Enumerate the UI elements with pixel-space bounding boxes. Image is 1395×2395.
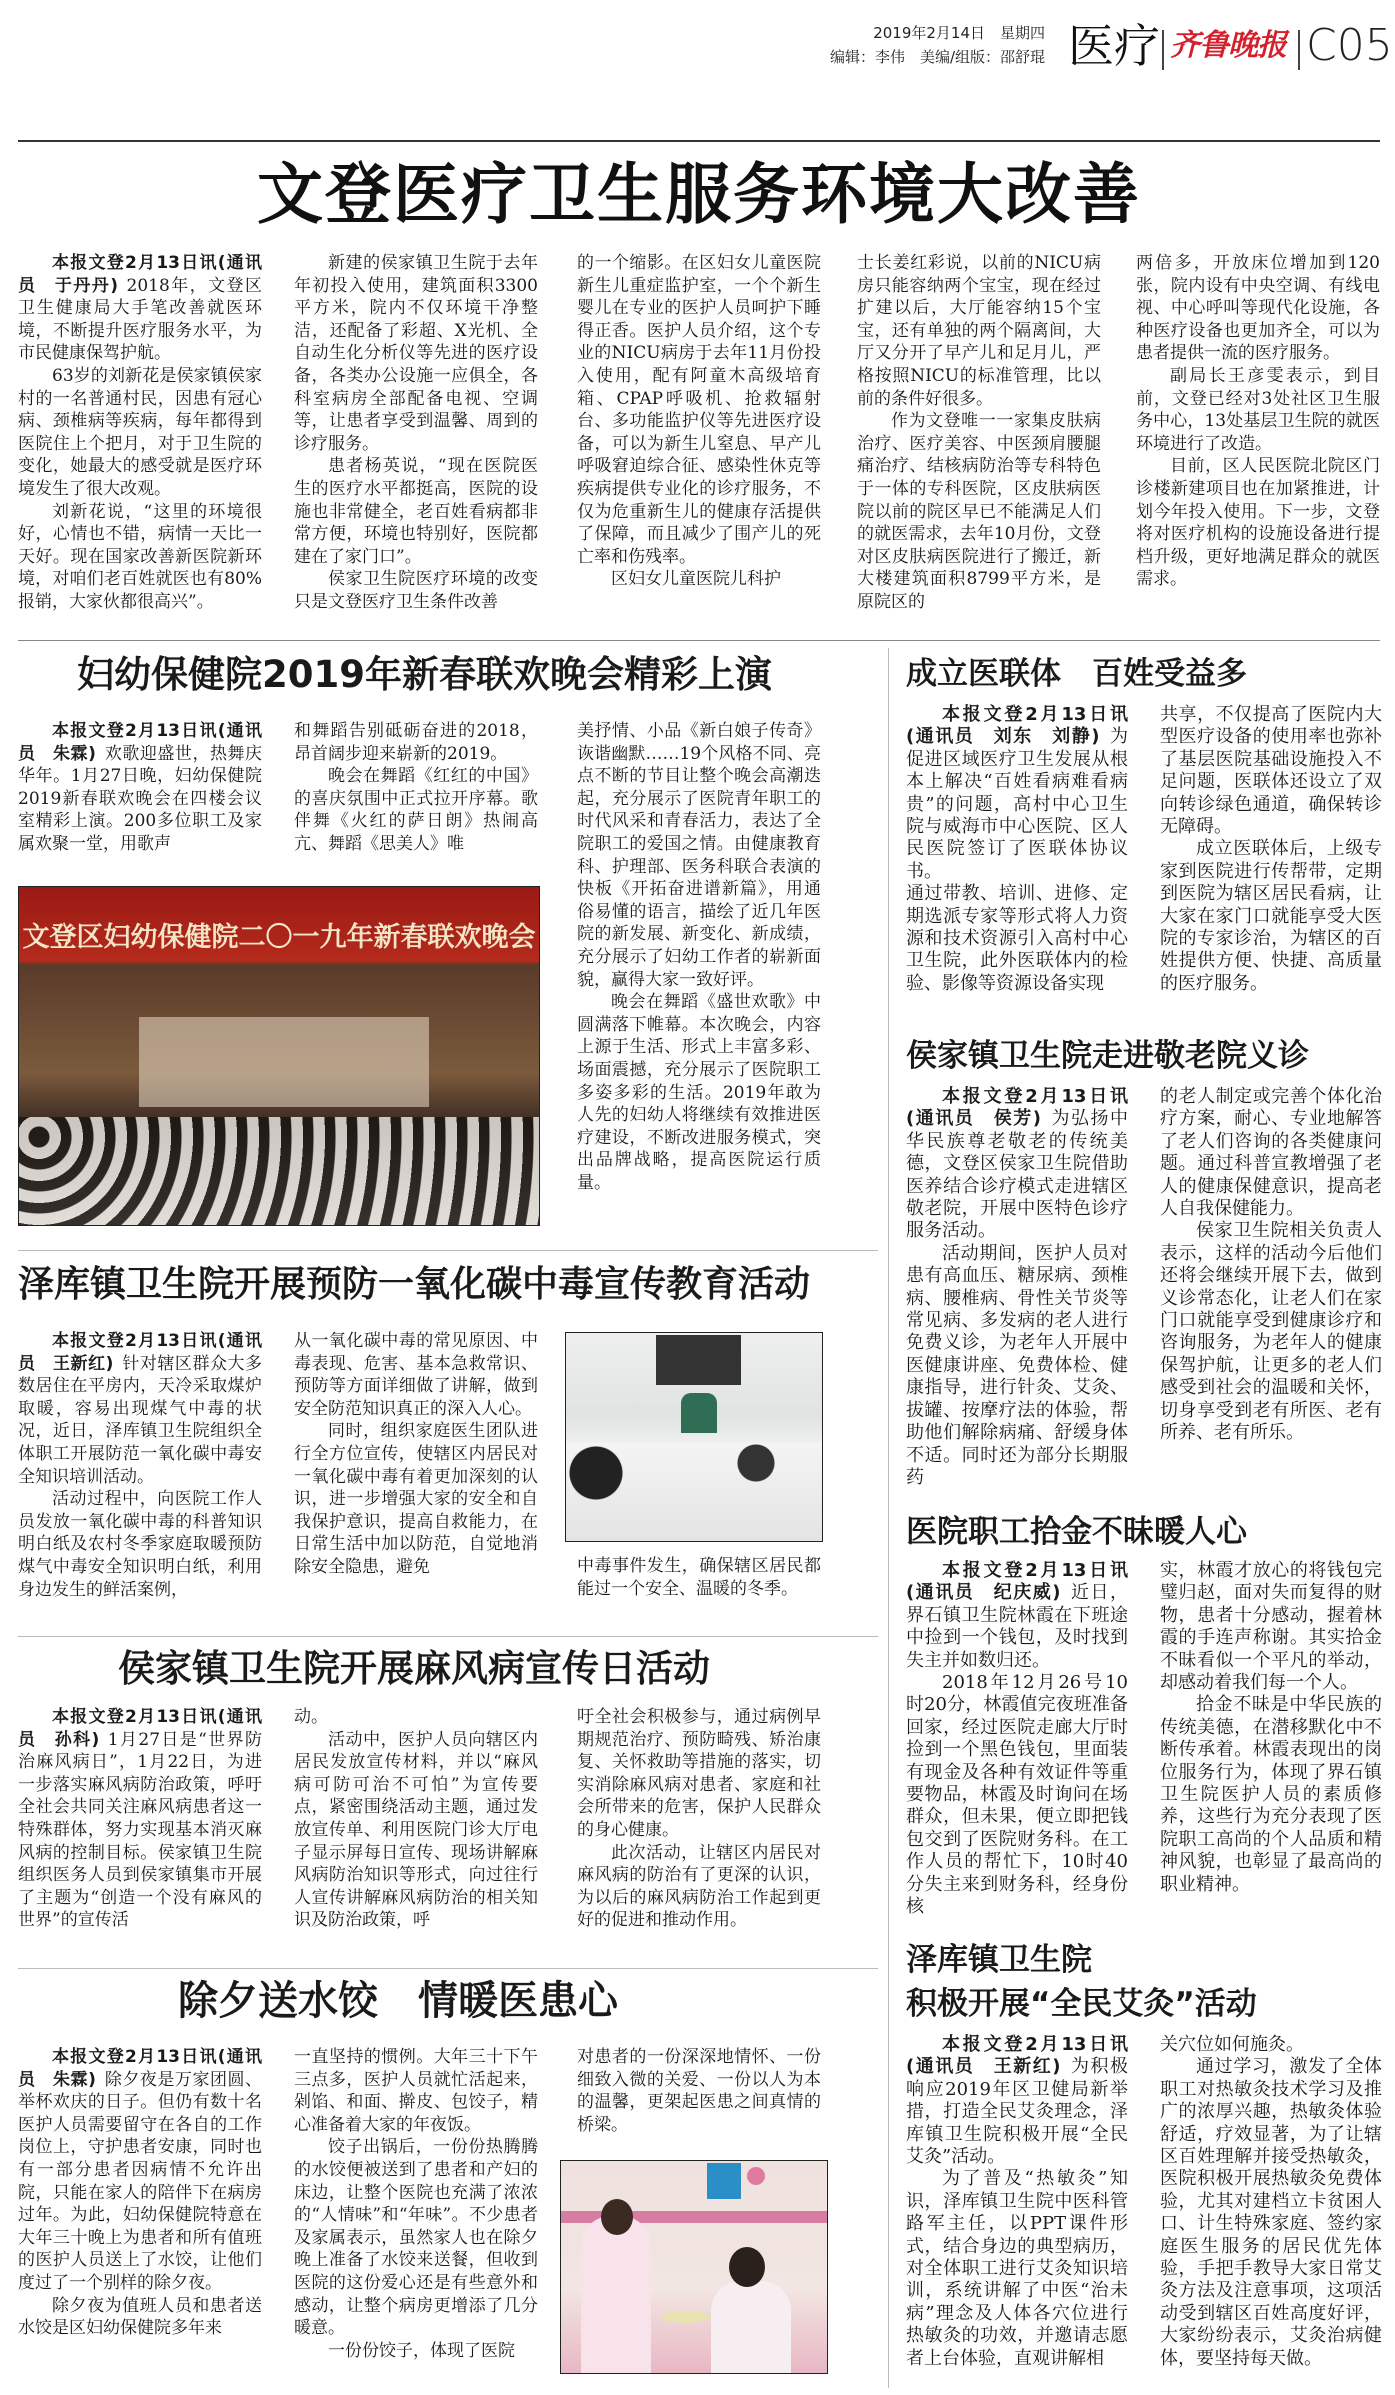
paragraph	[294, 2340, 538, 2363]
paragraph	[294, 1420, 538, 1578]
paragraph	[18, 720, 262, 856]
dumpling-plate	[661, 2311, 711, 2323]
paragraph-text: 侯家卫生院医疗环境的改变只是文登医疗卫生条件改善	[294, 569, 538, 612]
paragraph	[857, 410, 1101, 613]
editors-credit: 编辑：李伟 美编/组版：邵舒琨	[829, 48, 1045, 66]
paragraph-text: 晚会在舞蹈《红红的中国》的喜庆氛围中正式拉开序幕。歌伴舞《火红的萨日朗》热闹高亢、舞蹈《思美人》唯	[294, 766, 538, 854]
photo-caption	[577, 1555, 821, 1600]
paragraph	[906, 704, 1128, 883]
masthead-divider	[1298, 30, 1300, 70]
presenter	[681, 1393, 717, 1433]
article-column	[18, 252, 262, 614]
article-column	[857, 252, 1101, 614]
paragraph	[1160, 838, 1382, 995]
paragraph-text: 此次活动，让辖区内居民对麻风病的防治有了更深的认识，为以后的麻风病防治工作起到更好的促进和推动作用。	[577, 1842, 821, 1931]
paragraph	[906, 1086, 1128, 1243]
column-divider	[888, 648, 889, 2388]
dateline: 本报文登2月13日讯(通讯员 孙科)	[18, 1707, 262, 1750]
article-column	[1160, 1560, 1382, 1896]
masthead-divider	[1162, 30, 1164, 70]
paragraph	[18, 2046, 262, 2295]
paragraph-text: 关穴位如何施灸。	[1160, 2034, 1304, 2055]
nurse-head	[601, 2199, 633, 2235]
dateline: 本报文登2月13日讯(通讯员 纪庆威)	[906, 1560, 1128, 1604]
paragraph	[857, 252, 1101, 410]
wall-sign	[707, 2163, 741, 2199]
nurse	[581, 2216, 651, 2374]
page-number: C05	[1306, 20, 1393, 71]
article-headline: 除夕送水饺 情暖医患心	[178, 1978, 618, 2024]
paragraph-text: 成立医联体后，上级专家到医院进行传帮带，定期到医院为辖区居民看病，让大家在家门口就能享受大医院的专家诊治，为辖区的百姓提供方便、快捷、高质量的医疗服务。	[1160, 838, 1382, 994]
article-headline-line2: 积极开展“全民艾灸”活动	[906, 1986, 1257, 2022]
paragraph-text: 从一氧化碳中毒的常见原因、中毒表现、危害、基本急救常识、预防等方面详细做了讲解，做到安全防范知识真正的深入人心。	[294, 1331, 538, 1419]
paragraph-text: 动。	[294, 1707, 328, 1727]
paragraph-text: 活动过程中，向医院工作人员发放一氧化碳中毒的科普知识明白纸及农村冬季家庭取暖预防煤气中毒安全知识明白纸，利用身边发生的鲜活案例，	[18, 1489, 262, 1600]
paragraph	[1160, 704, 1382, 838]
paragraph	[18, 1488, 262, 1601]
article-column	[294, 720, 538, 856]
room-number	[747, 2167, 765, 2185]
paragraph	[1136, 365, 1380, 455]
paragraph-text: 拾金不昧是中华民族的传统美德，在潜移默化中不断传承着。林霞表现出的岗位服务行为，体现了界石镇卫生院医护人员的素质修养，这些行为充分表现了医院职工高尚的个人品质和精神风貌，也彰显了最高尚的职业精神。	[1160, 1694, 1382, 1895]
paragraph-text: 两倍多，开放床位增加到120张，院内设有中央空调、有线电视、中心呼叫等现代化设施，各种医疗设备也更加齐全，可以为患者提供一流的医疗服务。	[1136, 253, 1380, 364]
paragraph-text: 新建的侯家镇卫生院于去年年初投入使用，建筑面积3300平方米，院内不仅环境干净整洁，还配备了彩超、X光机、全自动生化分析仪等先进的医疗设备，各类办公设施一应俱全，各科室病房全部配备电视、空调等，让患者享受到温馨、周到的诊疗服务。	[294, 253, 538, 454]
paragraph-text: 为了普及“热敏灸”知识，泽库镇卫生院中医科管路军主任，以PPT课件形式，结合身边的典型病历，对全体职工进行艾灸知识培训，系统讲解了中医“治未病”理念及人体各穴位进行热敏灸的功效，并邀请志愿者上台体验，直观讲解相	[906, 2168, 1128, 2369]
gala-photo	[18, 886, 540, 1226]
paragraph	[18, 1330, 262, 1488]
paragraph	[1160, 2034, 1382, 2056]
paragraph-text: 侯家卫生院相关负责人表示，这样的活动今后他们还将会继续开展下去，做到义诊常态化，让老人们在家门口就能享受到健康诊疗和咨询服务，为老年人的健康保驾护航，让更多的老人们感受到社会的温暖和关怀，切身享受到老有所医、老有所养、老有所乐。	[1160, 1220, 1382, 1444]
paragraph-text: 晚会在舞蹈《盛世欢歌》中圆满落下帷幕。本次晚会，内容上源于生活、形式上丰富多彩、场面震撼，充分展示了医院职工多姿多彩的生活。2019年敢为人先的妇幼人将继续有效推进医疗建设，不断改进服务模式，突出品牌战略，提高医院运行质量。	[577, 992, 821, 1193]
patient	[711, 2281, 791, 2374]
paragraph-text: 士长姜红彩说，以前的NICU病房只能容纳两个宝宝，现在经过扩建以后，大厅能容纳15个宝宝，还有单独的两个隔离间，大厅又分开了早产儿和足月儿，严格按照NICU的标准管理，比以前的条件好很多。	[857, 253, 1101, 409]
paragraph-text: 通过带教、培训、进修、定期选派专家等形式将人力资源和技术资源引入高村中心卫生院，此外医联体内的检验、影像等资源设备实现	[906, 883, 1128, 994]
paragraph	[1160, 1560, 1382, 1694]
paragraph	[294, 2046, 538, 2136]
issue-date: 2019年2月14日 星期四	[873, 24, 1045, 42]
paragraph-text: 2018年，文登区卫生健康局大手笔改善就医环境，不断提升医疗服务水平，为市民健康保驾护航。	[18, 275, 262, 364]
paragraph-text: 患者杨英说，“现在医院医生的医疗水平都挺高，医院的设施也非常健全，老百姓看病都非常方便，环境也特别好，医院都建在了家门口”。	[294, 456, 538, 567]
paragraph	[294, 455, 538, 568]
article-column	[906, 704, 1128, 995]
dateline: 本报文登2月13日讯(通讯员 王新红)	[18, 1331, 262, 1374]
article-column	[1136, 252, 1380, 591]
paragraph-text: 63岁的刘新花是侯家镇侯家村的一名普通村民，因患有冠心病、颈椎病等疾病，每年都得到医院住上个把月，对于卫生院的变化，她最大的感受就是医疗环境发生了很大改观。	[18, 365, 262, 499]
article-headline: 妇幼保健院2019年新春联欢晚会精彩上演	[77, 653, 772, 696]
dateline: 本报文登2月13日讯(通讯员 朱霖)	[18, 721, 262, 764]
paragraph-text: 实，林霞才放心的将钱包完璧归赵，面对失而复得的财物，患者十分感动，握着林霞的手连声称谢。其实拾金不昧看似一个平凡的举动，却感动着我们每一个人。	[1160, 1560, 1382, 1694]
article-column	[577, 252, 821, 591]
article-column	[18, 1330, 262, 1601]
paragraph	[294, 1706, 538, 1729]
article-headline: 侯家镇卫生院开展麻风病宣传日活动	[118, 1647, 710, 1690]
paragraph-text: 为促进区域医疗卫生发展从根本上解决“百姓看病难看病贵”的问题，高村中心卫生院与威海市中心医院、区人民医院签订了医联体协议书。	[906, 726, 1129, 882]
paragraph-text: 的老人制定或完善个体化治疗方案，耐心、专业地解答了老人们咨询的各类健康问题。通过科普宣教增强了老人的健康保健意识，提高老人自我保健能力。	[1160, 1086, 1382, 1220]
section-divider	[18, 1250, 878, 1251]
article-headline: 侯家镇卫生院走进敬老院义诊	[906, 1038, 1309, 1074]
audience	[19, 1117, 539, 1225]
dateline: 本报文登2月13日讯(通讯员 于丹丹)	[18, 253, 262, 296]
paragraph	[577, 1555, 821, 1600]
section-divider	[18, 1968, 878, 1969]
paragraph	[294, 2136, 538, 2339]
paragraph	[1136, 252, 1380, 365]
stage-lights	[139, 1017, 429, 1107]
article-column	[906, 1560, 1128, 1919]
paragraph-text: 欢歌迎盛世，热舞庆华年。1月27日晚，妇幼保健院2019新春联欢晚会在四楼会议室精彩上演。200多位职工及家属欢聚一堂，用歌声	[18, 743, 262, 854]
audience	[566, 1443, 822, 1541]
paragraph-text: 近日，界石镇卫生院林霞在下班途中捡到一个钱包，及时找到失主并如数归还。	[906, 1582, 1129, 1671]
paragraph	[577, 252, 821, 568]
paragraph-text: 区妇女儿童医院儿科护	[611, 569, 781, 590]
paragraph	[18, 252, 262, 365]
paragraph	[577, 991, 821, 1194]
paragraph	[906, 1560, 1128, 1672]
article-column	[577, 720, 821, 1194]
paragraph	[294, 568, 538, 613]
tv-screen	[656, 1335, 741, 1385]
paragraph-text: 活动期间，医护人员对患有高血压、糖尿病、颈椎病、腰椎病、骨性关节炎等常见病、多发病的老人进行免费义诊，为老年人开展中医健康讲座、免费体检、健康指导，进行针灸、艾灸、拔罐、按摩疗法的体验，帮助他们解除病痛、舒缓身体不适。同时还为部分长期服药	[906, 1242, 1128, 1488]
paragraph	[18, 501, 262, 614]
article-headline: 医院职工拾金不昧暖人心	[906, 1514, 1247, 1550]
article-headline: 成立医联体 百姓受益多	[906, 656, 1247, 692]
dumpling-photo	[560, 2160, 828, 2374]
paragraph-text: 针对辖区群众大多数居住在平房内，天冷采取煤炉取暖，容易出现煤气中毒的状况，近日，泽库镇卫生院组织全体职工开展防范一氧化碳中毒安全知识培训活动。	[18, 1353, 262, 1487]
paragraph-text: 一份份饺子，体现了医院	[328, 2340, 515, 2361]
stage-banner: 文登区妇幼保健院二〇一九年新春联欢晚会	[22, 922, 536, 953]
paragraph-text: 2018年12月26号10时20分，林霞值完夜班准备回家，经过医院走廊大厅时捡到一个黑色钱包，里面装有现金及各种有效证件等重要物品，林霞及时询问在场群众，但未果，便立即把钱包交到了医院财务科。在工作人员的帮忙下，10时40分失主来到财务科，经身份核	[906, 1672, 1128, 1918]
masthead-rule	[18, 140, 1380, 142]
patient-head	[729, 2247, 765, 2287]
section-divider	[18, 1636, 878, 1637]
paragraph	[906, 2034, 1128, 2168]
paragraph-text: 中毒事件发生，确保辖区居民都能过一个安全、温暖的冬季。	[577, 1556, 821, 1599]
paragraph	[577, 568, 821, 591]
paragraph	[18, 365, 262, 501]
paragraph-text: 作为文登唯一一家集皮肤病治疗、医疗美容、中医颈肩腰腿痛治疗、结核病防治等专科特色于一体的专科医院，区皮肤病医院以前的院区早已不能满足人们的就医需求，去年10月份，文登对区皮肤病医院进行了搬迁，新大楼建筑面积8799平方米，是原院区的	[857, 411, 1101, 612]
paragraph-text: 为弘扬中华民族尊老敬老的传统美德，文登区侯家卫生院借助医养结合诊疗模式走进辖区敬老院，开展中医特色诊疗服务活动。	[906, 1108, 1129, 1242]
article-headline-line1: 泽库镇卫生院	[906, 1942, 1092, 1978]
paragraph	[294, 765, 538, 855]
article-column	[18, 1706, 262, 1932]
paragraph-text: 和舞蹈告别砥砺奋进的2018，昂首阔步迎来崭新的2019。	[294, 721, 538, 764]
newspaper-logo: 齐鲁晚报	[1170, 28, 1286, 63]
paragraph	[577, 1842, 821, 1932]
paragraph-text: 刘新花说，“这里的环境很好，心情也不错，病情一天比一天好。现在国家改善新医院新环境，对咱们老百姓就医也有80%报销，大家伙都很高兴”。	[18, 501, 262, 612]
paragraph-text: 1月27日是“世界防治麻风病日”，1月22日，为进一步落实麻风病防治政策，呼吁全社会共同关注麻风病患者这一特殊群体，努力实现基本消灭麻风病的控制目标。侯家镇卫生院组织医务人员到侯家镇集市开展了主题为“创造一个没有麻风的世界”的宣传活	[18, 1729, 262, 1931]
section-name: 医疗	[1068, 19, 1160, 73]
paragraph	[18, 1706, 262, 1932]
paragraph	[906, 883, 1128, 995]
article-column	[294, 1706, 538, 1932]
paragraph	[1160, 1086, 1382, 1220]
article-column	[1160, 1086, 1382, 1445]
training-photo	[565, 1332, 823, 1542]
paragraph-text: 饺子出锅后，一份份热腾腾的水饺便被送到了患者和产妇的床边，让整个医院也充满了浓浓的“人情味”和“年味”。不少患者及家属表示，虽然家人也在除夕晚上准备了水饺来送餐，但收到医院的这份爱心还是有些意外和感动，让整个病房更增添了几分暖意。	[294, 2137, 538, 2339]
paragraph-text: 美抒情、小品《新白娘子传奇》诙谐幽默……19个风格不同、亮点不断的节目让整个晚会高潮迭起，充分展示了医院青年职工的时代风采和青春活力，表达了全院职工的爱国之情。由健康教育科、护理部、医务科联合表演的快板《开拓奋进谱新篇》，用通俗易懂的语言，描绘了近几年医院的新发展、新变化、新成绩，充分展示了妇幼工作者的崭新面貌，赢得大家一致好评。	[577, 721, 821, 990]
article-column	[577, 2046, 821, 2136]
paragraph	[1160, 1220, 1382, 1444]
paragraph-text: 的一个缩影。在区妇女儿童医院新生儿重症监护室，一个个新生婴儿在专业的医护人员呵护下睡得正香。医护人员介绍，这个专业的NICU病房于去年11月份投入使用，配有阿童木高级培育箱、CPAP呼吸机、抢救辐射台、多功能监护仪等先进医疗设备，可以为新生儿窒息、早产儿呼吸窘迫综合征、感染性休克等疾病提供专业化的诊疗服务，不仅为危重新生儿的健康存活提供了保障，而且减少了围产儿的死亡率和伤残率。	[577, 253, 821, 567]
paragraph	[294, 1729, 538, 1932]
paragraph-text: 为积极响应2019年区卫健局新举措，打造全民艾灸理念，泽库镇卫生院积极开展“全民艾灸”活动。	[906, 2056, 1129, 2168]
paragraph	[906, 1672, 1128, 1918]
dateline: 本报文登2月13日讯(通讯员 刘东 刘静)	[906, 704, 1128, 748]
paragraph-text: 同时，组织家庭医生团队进行全方位宣传，使辖区内居民对一氧化碳中毒有着更加深刻的认识，进一步增强大家的安全和自我保护意识，提高自救能力，在日常生活中加以防范，自觉地消除安全隐患，避免	[294, 1421, 538, 1577]
paragraph-text: 对患者的一份深深地情怀、一份细致入微的关爱、一份以人为本的温馨，更架起医患之间真情的桥梁。	[577, 2047, 821, 2135]
paragraph-text: 一直坚持的惯例。大年三十下午三点多，医护人员就忙活起来，剁馅、和面、擀皮、包饺子，精心准备着大家的年夜饭。	[294, 2047, 538, 2135]
paragraph	[577, 1706, 821, 1842]
article-column	[18, 720, 262, 856]
paragraph	[294, 1330, 538, 1420]
paragraph-text: 通过学习，激发了全体职工对热敏灸技术学习及推广的浓厚兴趣，热敏灸体验舒适，疗效显著，为了让辖区百姓理解并接受热敏灸，医院积极开展热敏灸免费体验，尤其对建档立卡贫困人口、计生特殊家庭、签约家庭医生服务的居民优先体验，手把手教导大家日常艾灸方法及注意事项，这项活动受到辖区百姓高度好评，大家纷纷表示，艾灸治病健体，要坚持每天做。	[1160, 2056, 1382, 2369]
dateline: 本报文登2月13日讯(通讯员 朱霖)	[18, 2047, 262, 2090]
lead-headline: 文登医疗卫生服务环境大改善	[257, 156, 1141, 233]
paragraph	[577, 2046, 821, 2136]
paragraph	[577, 720, 821, 991]
paragraph	[906, 2168, 1128, 2370]
paragraph	[1136, 455, 1380, 591]
article-headline: 泽库镇卫生院开展预防一氧化碳中毒宣传教育活动	[18, 1264, 811, 1305]
paragraph	[18, 2295, 262, 2340]
article-column	[906, 2034, 1128, 2370]
article-column	[1160, 704, 1382, 995]
section-divider	[18, 640, 1380, 641]
paragraph	[1160, 2056, 1382, 2370]
dateline: 本报文登2月13日讯(通讯员 王新红)	[906, 2034, 1128, 2078]
paragraph-text: 共享，不仅提高了医院内大型医疗设备的使用率也弥补了基层医院基础设施投入不足问题，医联体还设立了双向转诊绿色通道，确保转诊无障碍。	[1160, 704, 1382, 838]
paragraph-text: 目前，区人民医院北院区门诊楼新建项目也在加紧推进，计划今年投入使用。下一步，文登将对医疗机构的设施设备进行提档升级，更好地满足群众的就医需求。	[1136, 456, 1380, 590]
article-column	[294, 1330, 538, 1579]
paragraph	[294, 252, 538, 455]
paragraph-text: 吁全社会积极参与，通过病例早期规范治疗、预防畸残、矫治康复、关怀救助等措施的落实，切实消除麻风病对患者、家庭和社会所带来的危害，保护人民群众的身心健康。	[577, 1707, 821, 1840]
paragraph	[294, 720, 538, 765]
article-column	[1160, 2034, 1382, 2370]
paragraph	[1160, 1694, 1382, 1896]
article-column	[906, 1086, 1128, 1489]
paragraph-text: 除夕夜是万家团圆、举杯欢庆的日子。但仍有数十名医护人员需要留守在各自的工作岗位上，守护患者安康，同时也有一部分患者因病情不允许出院，只能在家人的陪伴下在病房过年。为此，妇幼保健院特意在大年三十晚上为患者和所有值班的医护人员送上了水饺，让他们度过了一个别样的除夕夜。	[18, 2069, 262, 2293]
article-column	[577, 1706, 821, 1932]
dateline: 本报文登2月13日讯(通讯员 侯芳)	[906, 1086, 1128, 1130]
article-column	[18, 2046, 262, 2340]
paragraph-text: 副局长王彦雯表示，到目前，文登已经对3处社区卫生服务中心，13处基层卫生院的就医环境进行了改造。	[1136, 365, 1380, 454]
paragraph-text: 活动中，医护人员向辖区内居民发放宣传材料，并以“麻风病可防可治不可怕”为宣传要点，紧密围绕活动主题，通过发放宣传单、利用医院门诊大厅电子显示屏每日宣传、现场讲解麻风病防治知识等形式，向过往行人宣传讲解麻风病防治的相关知识及防治政策，呼	[294, 1729, 538, 1931]
paragraph	[906, 1243, 1128, 1489]
article-column	[294, 252, 538, 614]
paragraph-text: 除夕夜为值班人员和患者送水饺是区妇幼保健院多年来	[18, 2295, 262, 2339]
article-column	[294, 2046, 538, 2362]
